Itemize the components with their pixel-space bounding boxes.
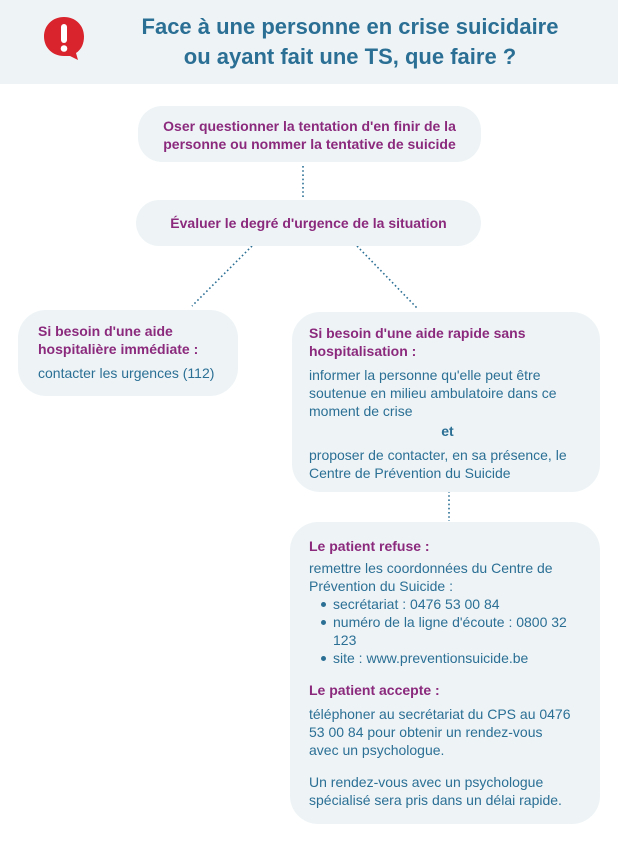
refuse-heading: Le patient refuse : — [309, 538, 430, 554]
ambulatory-heading-line-2: hospitalisation : — [309, 343, 417, 359]
hospital-text: contacter les urgences (112) — [38, 365, 215, 381]
alert-exclamation-icon — [40, 14, 88, 62]
contact-secretariat: secrétariat : 0476 53 00 84 — [333, 596, 500, 612]
evaluate-label: Évaluer le degré d'urgence de la situation — [170, 215, 447, 231]
title-line-1: Face à une personne en crise suicidaire — [141, 14, 559, 39]
list-item — [321, 595, 586, 613]
refuse-text — [309, 559, 586, 595]
ambulatory-contact-text — [309, 446, 586, 482]
step-evaluate-bubble — [136, 200, 481, 246]
cps-contact-list — [309, 595, 586, 667]
hospital-help-box — [18, 310, 238, 396]
refuse-line-1: remettre les coordonnées du Centre de — [309, 560, 553, 576]
accept-line-3: avec un psychologue. — [309, 742, 445, 758]
contact-hotline-cont: 123 — [333, 632, 357, 648]
contact-line-1: proposer de contacter, en sa présence, le — [309, 447, 567, 463]
title-line-2: ou ayant fait une TS, que faire ? — [183, 44, 517, 69]
ambulatory-and-label: et — [441, 423, 454, 439]
question-line-1: Oser questionner la tentation d'en finir de la — [163, 118, 456, 134]
final-line-2: spécialisé sera pris dans un délai rapide. — [309, 792, 562, 808]
ambulatory-help-box — [292, 312, 600, 492]
contact-line-2: Centre de Prévention du Suicide — [309, 465, 511, 481]
accept-text — [309, 705, 586, 759]
connector-evaluate-hospital — [192, 246, 252, 306]
final-text — [309, 773, 586, 809]
contact-website: site : www.preventionsuicide.be — [333, 650, 529, 666]
final-line-1: Un rendez-vous avec un psychologue — [309, 774, 544, 790]
header-banner — [0, 0, 618, 84]
inform-line-1: informer la personne qu'elle peut être — [309, 367, 541, 383]
connector-evaluate-ambulatory — [357, 246, 417, 308]
accept-line-2: 53 00 84 pour obtenir un rendez-vous — [309, 724, 543, 740]
ambulatory-inform-text — [309, 366, 586, 420]
ambulatory-heading — [309, 324, 586, 360]
refuse-line-2: Prévention du Suicide : — [309, 578, 453, 594]
step-question-bubble — [138, 106, 481, 162]
inform-line-2: soutenue en milieu ambulatoire dans ce — [309, 385, 557, 401]
hospital-heading — [38, 322, 224, 358]
list-item — [321, 649, 586, 667]
contact-hotline: numéro de la ligne d'écoute : 0800 32 — [333, 614, 567, 630]
hospital-heading-line-2: hospitalière immédiate : — [38, 341, 199, 357]
ambulatory-heading-line-1: Si besoin d'une aide rapide sans — [309, 325, 526, 341]
question-line-2: personne ou nommer la tentative de suicide — [163, 136, 456, 152]
accept-heading: Le patient accepte : — [309, 682, 440, 698]
list-item — [321, 613, 586, 649]
accept-line-1: téléphoner au secrétariat du CPS au 0476 — [309, 706, 571, 722]
inform-line-3: moment de crise — [309, 403, 413, 419]
page-title — [100, 12, 600, 72]
patient-outcomes-box — [290, 522, 600, 824]
hospital-heading-line-1: Si besoin d'une aide — [38, 323, 173, 339]
